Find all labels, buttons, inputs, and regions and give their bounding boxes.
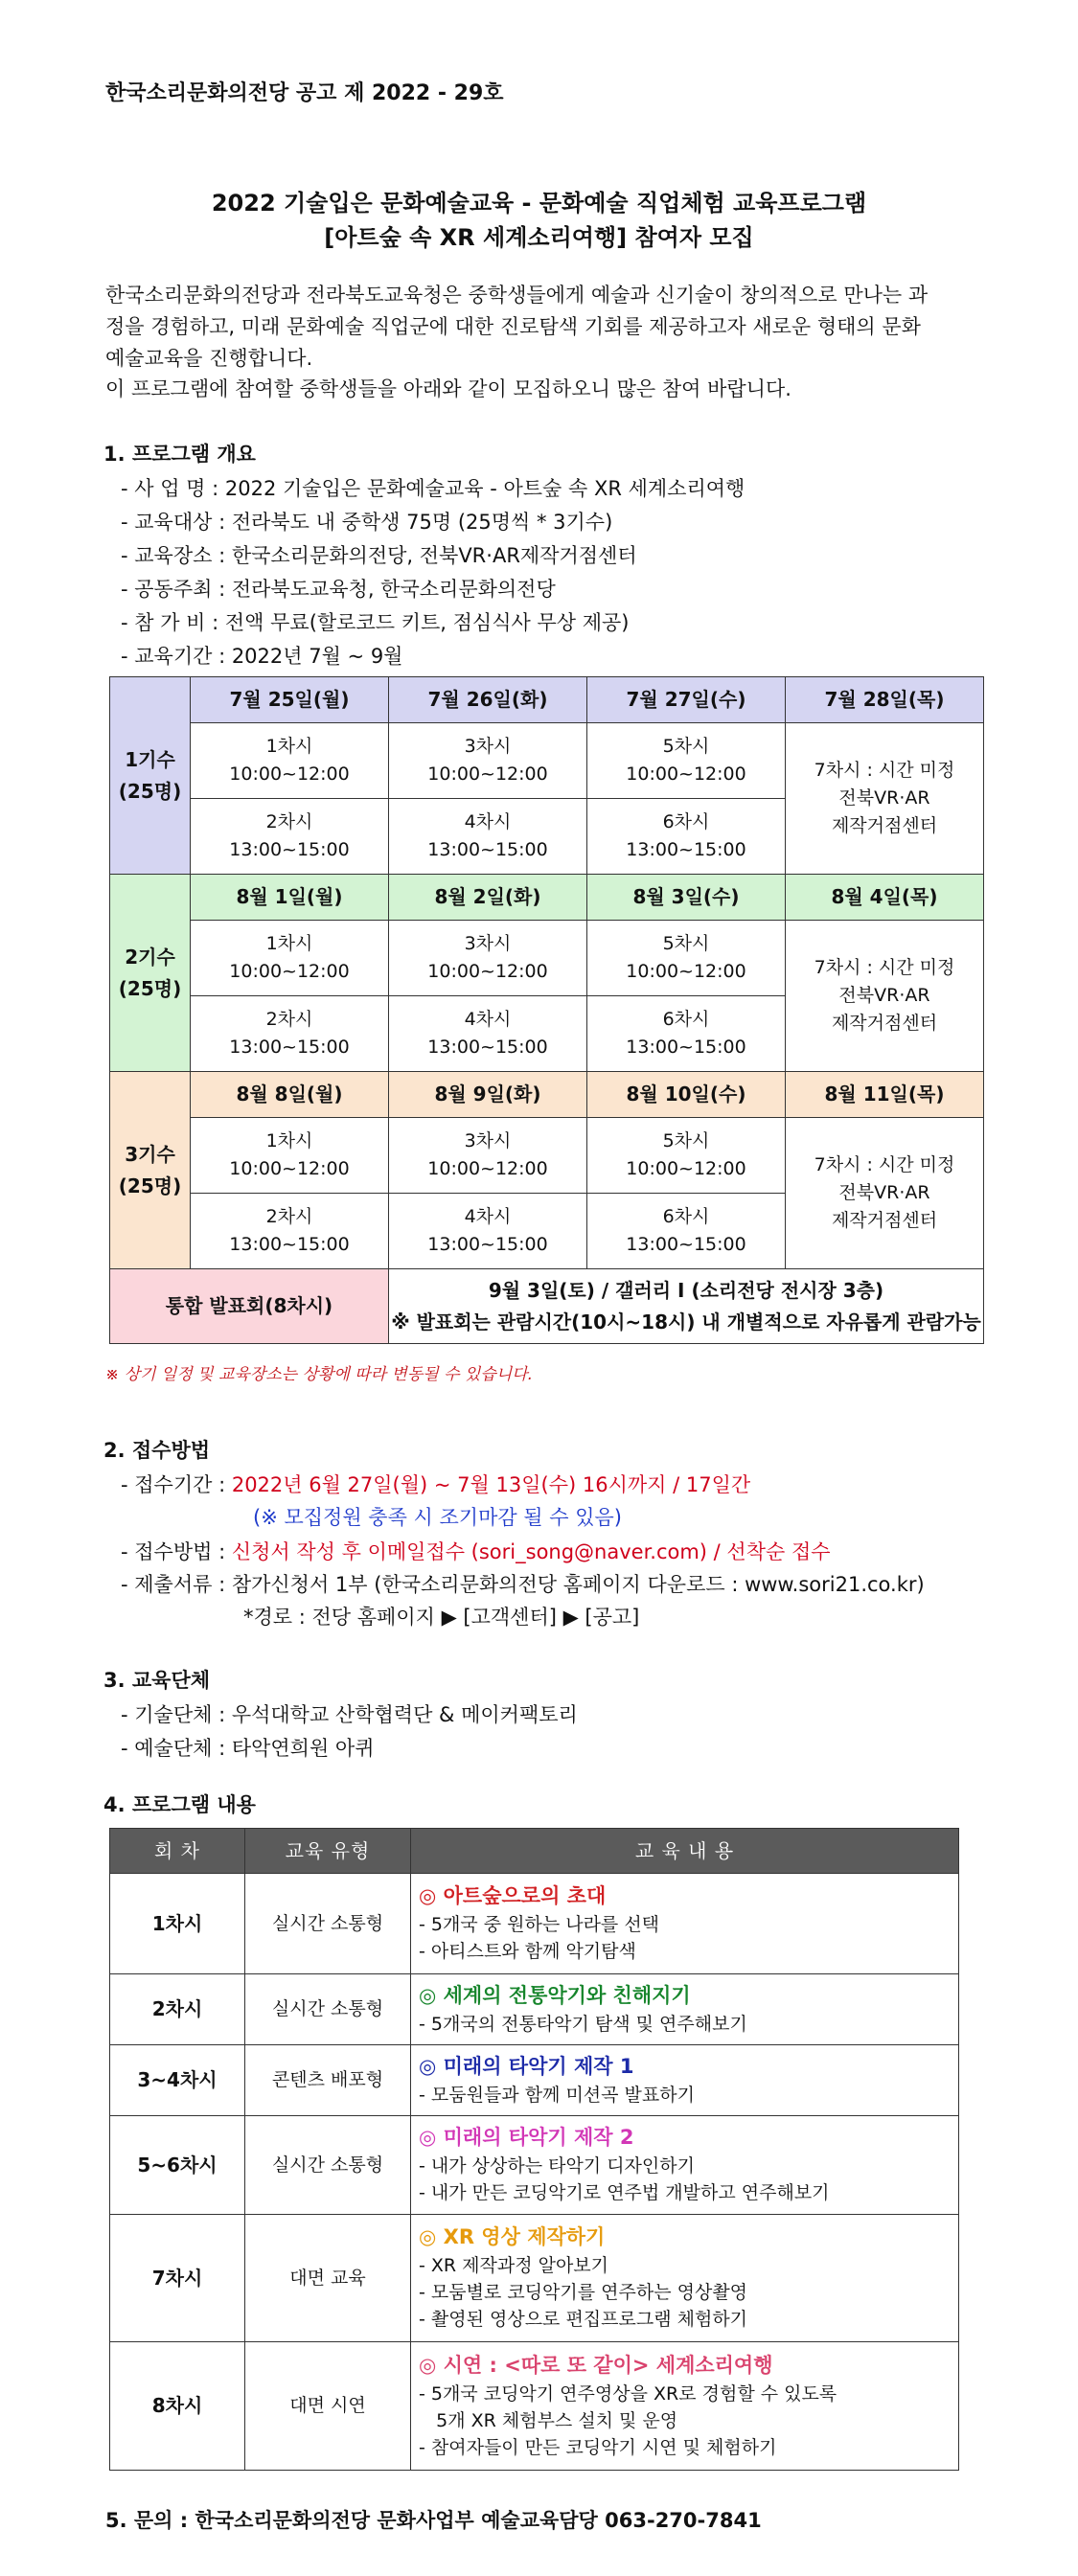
apply-period: - 접수기간 : 2022년 6월 27일(월) ~ 7월 13일(수) 16시까지 / 17일간 xyxy=(121,1473,751,1496)
tech-organization: - 기술단체 : 우석대학교 산학협력단 & 메이커팩토리 xyxy=(121,1703,578,1726)
apply-period-value: 2022년 6월 27일(월) ~ 7월 13일(수) 16시까지 / 17일간 xyxy=(231,1473,751,1496)
apply-documents-path: *경로 : 전당 홈페이지 ▶ [고객센터] ▶ [공고] xyxy=(243,1606,640,1629)
program-type: 실시간 소통형 xyxy=(245,2116,411,2215)
session-cell: 5차시 10:00~12:00 xyxy=(587,723,786,799)
overview-item-host: - 공동주최 : 전라북도교육청, 한국소리문화의전당 xyxy=(121,578,556,601)
session-cell: 3차시 10:00~12:00 xyxy=(389,1118,587,1194)
intro-line: 예술교육을 진행합니다. xyxy=(105,347,313,370)
schedule-morning-row xyxy=(110,1118,984,1194)
date-cell: 8월 2일(화) xyxy=(389,875,587,921)
overview-item-target: - 교육대상 : 전라북도 내 중학생 75명 (25명씩 * 3기수) xyxy=(121,511,613,534)
session-cell: 6차시 13:00~15:00 xyxy=(587,1194,786,1269)
final-presentation-row xyxy=(110,1269,984,1344)
program-type: 대면 교육 xyxy=(245,2215,411,2342)
program-heading: ◎ 세계의 전통악기와 친해지기 xyxy=(419,1983,691,2007)
date-cell: 7월 26일(화) xyxy=(389,677,587,723)
program-session: 7차시 xyxy=(110,2215,245,2342)
contact-info: 5. 문의 : 한국소리문화의전당 문화사업부 예술교육담당 063-270-7841 xyxy=(105,2509,762,2532)
session-7-cell: 7차시 : 시간 미정 전북VR·AR 제작거점센터 xyxy=(786,921,984,1072)
schedule-morning-row xyxy=(110,921,984,996)
program-session: 5~6차시 xyxy=(110,2116,245,2215)
program-row xyxy=(110,2116,959,2215)
schedule-morning-row xyxy=(110,723,984,799)
session-7-cell: 7차시 : 시간 미정 전북VR·AR 제작거점센터 xyxy=(786,1118,984,1269)
session-cell: 4차시 13:00~15:00 xyxy=(389,799,587,875)
date-cell: 7월 27일(수) xyxy=(587,677,786,723)
date-cell: 8월 3일(수) xyxy=(587,875,786,921)
program-heading: ◎ XR 영상 제작하기 xyxy=(419,2225,606,2248)
session-7-cell: 7차시 : 시간 미정 전북VR·AR 제작거점센터 xyxy=(786,723,984,875)
intro-invitation: 이 프로그램에 참여할 중학생들을 아래와 같이 모집하오니 많은 참여 바랍니다. xyxy=(105,377,791,400)
header-session: 회 차 xyxy=(110,1829,245,1874)
program-heading: ◎ 미래의 타악기 제작 2 xyxy=(419,2126,634,2149)
program-header-row xyxy=(110,1829,959,1874)
intro-paragraph xyxy=(105,280,977,375)
section-2-title: 2. 접수방법 xyxy=(103,1439,211,1462)
date-cell: 8월 11일(목) xyxy=(786,1072,984,1118)
date-cell: 7월 28일(목) xyxy=(786,677,984,723)
page-subtitle: [아트숲 속 XR 세계소리여행] 참여자 모집 xyxy=(324,224,754,251)
program-content: ◎ 미래의 타악기 제작 1 - 모둠원들과 함께 미션곡 발표하기 xyxy=(411,2045,959,2116)
section-1-title: 1. 프로그램 개요 xyxy=(103,443,256,466)
final-presentation-label: 통합 발표회(8차시) xyxy=(110,1269,389,1344)
date-cell: 8월 8일(월) xyxy=(191,1072,389,1118)
session-cell: 3차시 10:00~12:00 xyxy=(389,921,587,996)
session-cell: 5차시 10:00~12:00 xyxy=(587,1118,786,1194)
session-cell: 1차시 10:00~12:00 xyxy=(191,1118,389,1194)
apply-documents: - 제출서류 : 참가신청서 1부 (한국소리문화의전당 홈페이지 다운로드 : www.sori21.co.kr) xyxy=(121,1573,925,1596)
header-type: 교육 유형 xyxy=(245,1829,411,1874)
apply-period-note: (※ 모집정원 충족 시 조기마감 될 수 있음) xyxy=(253,1506,622,1529)
intro-line: 한국소리문화의전당과 전라북도교육청은 중학생들에게 예술과 신기술이 창의적으로 만나는 과 xyxy=(105,284,929,307)
art-organization: - 예술단체 : 타악연희원 아퀴 xyxy=(121,1737,375,1760)
program-session: 3~4차시 xyxy=(110,2045,245,2116)
session-cell: 5차시 10:00~12:00 xyxy=(587,921,786,996)
program-heading: ◎ 시연 : <따로 또 같이> 세계소리여행 xyxy=(419,2353,773,2377)
schedule-date-row xyxy=(110,1072,984,1118)
program-content: ◎ 아트숲으로의 초대 - 5개국 중 원하는 나라를 선택 - 아티스트와 함께 악기탐색 xyxy=(411,1874,959,1974)
apply-method: - 접수방법 : 신청서 작성 후 이메일접수 (sori_song@naver.com) / 선착순 접수 xyxy=(121,1540,831,1563)
program-type: 실시간 소통형 xyxy=(245,1874,411,1974)
session-cell: 6차시 13:00~15:00 xyxy=(587,996,786,1072)
overview-item-place: - 교육장소 : 한국소리문화의전당, 전북VR·AR제작거점센터 xyxy=(121,544,637,567)
section-4-title: 4. 프로그램 내용 xyxy=(103,1793,256,1816)
date-cell: 8월 1일(월) xyxy=(191,875,389,921)
program-content: ◎ 미래의 타악기 제작 2 - 내가 상상하는 타악기 디자인하기 - 내가 만든 코딩악기로 연주법 개발하고 연주해보기 xyxy=(411,2116,959,2215)
program-session: 8차시 xyxy=(110,2342,245,2471)
program-session: 1차시 xyxy=(110,1874,245,1974)
date-cell: 8월 10일(수) xyxy=(587,1072,786,1118)
schedule-date-row xyxy=(110,875,984,921)
program-table xyxy=(109,1828,959,2471)
program-content: ◎ 세계의 전통악기와 친해지기 - 5개국의 전통타악기 탐색 및 연주해보기 xyxy=(411,1974,959,2045)
page-title: 2022 기술입은 문화예술교육 - 문화예술 직업체험 교육프로그램 xyxy=(211,190,867,217)
program-row xyxy=(110,1974,959,2045)
program-type: 콘텐츠 배포형 xyxy=(245,2045,411,2116)
date-cell: 8월 9일(화) xyxy=(389,1072,587,1118)
program-content: ◎ 시연 : <따로 또 같이> 세계소리여행 - 5개국 코딩악기 연주영상을 XR로 경험할 수 있도록 5개 XR 체험부스 설치 및 운영 - 참여자들이 만든 코딩악기 시연 및 체험하기 xyxy=(411,2342,959,2471)
final-presentation-info: 9월 3일(토) / 갤러리 I (소리전당 전시장 3층) ※ 발표회는 관람시간(10시~18시) 내 개별적으로 자유롭게 관람가능 xyxy=(389,1269,984,1344)
program-row xyxy=(110,1874,959,1974)
session-cell: 1차시 10:00~12:00 xyxy=(191,921,389,996)
session-cell: 2차시 13:00~15:00 xyxy=(191,996,389,1072)
overview-item-name: - 사 업 명 : 2022 기술입은 문화예술교육 - 아트숲 속 XR 세계소리여행 xyxy=(121,477,745,500)
program-heading: ◎ 미래의 타악기 제작 1 xyxy=(419,2054,634,2078)
header-content: 교 육 내 용 xyxy=(411,1829,959,1874)
program-session: 2차시 xyxy=(110,1974,245,2045)
schedule-table xyxy=(109,676,984,1344)
session-cell: 4차시 13:00~15:00 xyxy=(389,1194,587,1269)
group-label: 2기수 (25명) xyxy=(110,875,191,1072)
program-heading: ◎ 아트숲으로의 초대 xyxy=(419,1884,607,1907)
intro-line: 정을 경험하고, 미래 문화예술 직업군에 대한 진로탐색 기회를 제공하고자 새로운 형태의 문화 xyxy=(105,315,921,338)
overview-item-fee: - 참 가 비 : 전액 무료(할로코드 키트, 점심식사 무상 제공) xyxy=(121,611,630,634)
schedule-change-note: ※ 상기 일정 및 교육장소는 상황에 따라 변동될 수 있습니다. xyxy=(105,1365,533,1384)
section-3-title: 3. 교육단체 xyxy=(103,1669,211,1692)
date-cell: 8월 4일(목) xyxy=(786,875,984,921)
session-cell: 3차시 10:00~12:00 xyxy=(389,723,587,799)
apply-method-value: 신청서 작성 후 이메일접수 (sori_song@naver.com) / 선착순 접수 xyxy=(231,1540,831,1563)
notice-number: 한국소리문화의전당 공고 제 2022 - 29호 xyxy=(105,81,504,105)
program-row xyxy=(110,2045,959,2116)
program-row xyxy=(110,2215,959,2342)
group-label: 3기수 (25명) xyxy=(110,1072,191,1269)
program-content: ◎ XR 영상 제작하기 - XR 제작과정 알아보기 - 모둠별로 코딩악기를 연주하는 영상촬영 - 촬영된 영상으로 편집프로그램 체험하기 xyxy=(411,2215,959,2342)
program-type: 실시간 소통형 xyxy=(245,1974,411,2045)
program-type: 대면 시연 xyxy=(245,2342,411,2471)
session-cell: 4차시 13:00~15:00 xyxy=(389,996,587,1072)
program-row xyxy=(110,2342,959,2471)
session-cell: 1차시 10:00~12:00 xyxy=(191,723,389,799)
session-cell: 2차시 13:00~15:00 xyxy=(191,1194,389,1269)
group-label: 1기수 (25명) xyxy=(110,677,191,875)
date-cell: 7월 25일(월) xyxy=(191,677,389,723)
session-cell: 6차시 13:00~15:00 xyxy=(587,799,786,875)
session-cell: 2차시 13:00~15:00 xyxy=(191,799,389,875)
overview-item-period: - 교육기간 : 2022년 7월 ~ 9월 xyxy=(121,645,403,668)
schedule-date-row xyxy=(110,677,984,723)
